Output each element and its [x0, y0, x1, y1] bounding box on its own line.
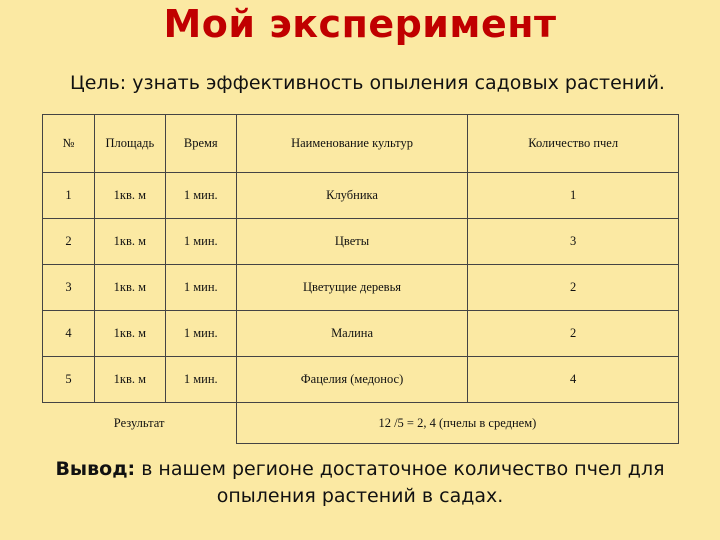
goal-text: узнать эффективность опыления садовых растений. — [132, 72, 665, 94]
table-row — [43, 357, 679, 403]
cell-bee-count: 2 — [468, 311, 679, 357]
cell-bee-count: 1 — [468, 173, 679, 219]
header-number: № — [43, 115, 95, 173]
cell-time: 1 мин. — [165, 265, 236, 311]
cell-number: 1 — [43, 173, 95, 219]
result-row — [43, 403, 679, 444]
conclusion-statement — [20, 456, 700, 510]
header-crop-name: Наименование культур — [236, 115, 468, 173]
result-label: Результат — [43, 403, 237, 444]
cell-number: 5 — [43, 357, 95, 403]
goal-statement — [70, 72, 665, 94]
goal-label: Цель: — [70, 72, 127, 94]
conclusion-label: Вывод: — [55, 458, 136, 480]
experiment-table — [42, 114, 679, 444]
cell-area: 1кв. м — [94, 311, 165, 357]
cell-bee-count: 2 — [468, 265, 679, 311]
table-row — [43, 265, 679, 311]
cell-bee-count: 3 — [468, 219, 679, 265]
cell-crop-name: Цветущие деревья — [236, 265, 468, 311]
header-time: Время — [165, 115, 236, 173]
cell-time: 1 мин. — [165, 357, 236, 403]
cell-crop-name: Малина — [236, 311, 468, 357]
cell-crop-name: Цветы — [236, 219, 468, 265]
table-row — [43, 173, 679, 219]
cell-time: 1 мин. — [165, 219, 236, 265]
cell-crop-name: Фацелия (медонос) — [236, 357, 468, 403]
header-bee-count: Количество пчел — [468, 115, 679, 173]
cell-number: 2 — [43, 219, 95, 265]
page-title: Мой эксперимент — [163, 2, 557, 46]
conclusion-text: в нашем регионе достаточное количество пчел для опыления растений в садах. — [141, 458, 665, 507]
cell-number: 3 — [43, 265, 95, 311]
cell-time: 1 мин. — [165, 173, 236, 219]
cell-bee-count: 4 — [468, 357, 679, 403]
cell-area: 1кв. м — [94, 265, 165, 311]
table-header-row — [43, 115, 679, 173]
table-row — [43, 311, 679, 357]
cell-area: 1кв. м — [94, 357, 165, 403]
cell-area: 1кв. м — [94, 173, 165, 219]
cell-time: 1 мин. — [165, 311, 236, 357]
table-row — [43, 219, 679, 265]
cell-crop-name: Клубника — [236, 173, 468, 219]
result-value: 12 /5 = 2, 4 (пчелы в среднем) — [236, 403, 678, 444]
cell-number: 4 — [43, 311, 95, 357]
cell-area: 1кв. м — [94, 219, 165, 265]
header-area: Площадь — [94, 115, 165, 173]
